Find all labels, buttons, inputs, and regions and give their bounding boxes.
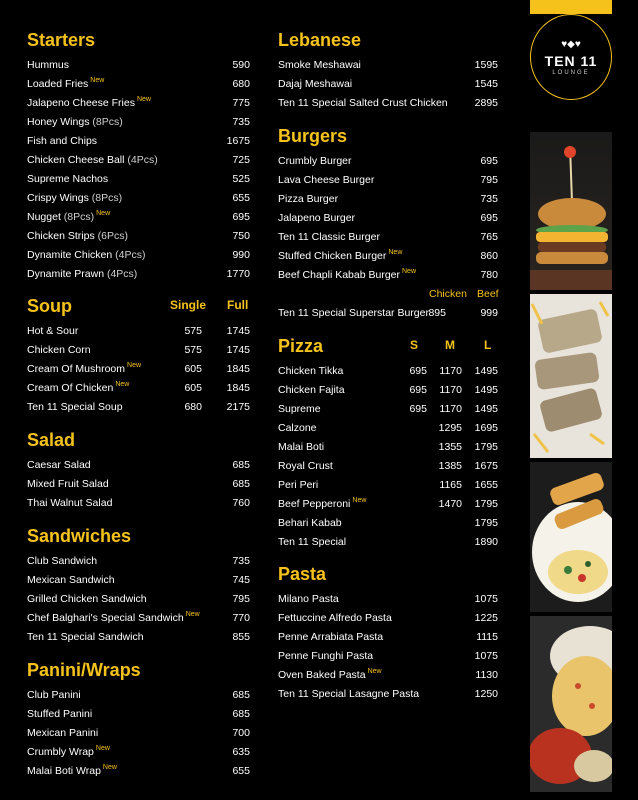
burger-col-chicken: Chicken: [429, 288, 467, 300]
menu-item: [278, 400, 498, 418]
item-name: [27, 97, 151, 109]
item-price: 1795: [474, 498, 498, 510]
menu-item: [27, 170, 250, 188]
item-name-text: Jalapeno Cheese Fries: [27, 97, 135, 109]
menu-item: [278, 476, 498, 494]
item-name-text: Mixed Fruit Salad: [27, 478, 109, 490]
menu-item: [278, 438, 498, 456]
item-name: [27, 59, 69, 71]
menu-item: [27, 151, 250, 169]
item-price: 1295: [438, 422, 462, 434]
item-price: 760: [232, 497, 250, 509]
item-name-text: Ten 11 Special Salted Crust Chicken: [278, 97, 448, 109]
menu-item: [278, 628, 498, 646]
item-price: 1075: [474, 650, 498, 662]
section-title-burgers: Burgers: [278, 126, 348, 146]
item-price: 1170: [439, 384, 462, 396]
item-name: [278, 498, 366, 510]
item-price: 575: [184, 325, 202, 337]
item-name: [278, 536, 346, 548]
item-name-text: Chicken Cheese Ball: [27, 154, 125, 166]
item-price: 1890: [474, 536, 498, 548]
item-name-text: Chicken Fajita: [278, 384, 345, 396]
item-name-text: Crumbly Burger: [278, 155, 352, 167]
item-name: [27, 173, 108, 185]
item-price-chicken: 895: [428, 307, 446, 319]
item-name-text: Honey Wings: [27, 116, 90, 128]
menu-item: [278, 171, 498, 189]
menu-item: [278, 381, 498, 399]
item-price: 745: [232, 574, 250, 586]
item-name-text: Chicken Corn: [27, 344, 91, 356]
section-title-pasta: Pasta: [278, 564, 327, 584]
item-name-text: Dynamite Prawn: [27, 268, 105, 280]
item-name: [278, 269, 416, 281]
item-name: [278, 688, 419, 700]
item-name-text: Caesar Salad: [27, 459, 91, 471]
rice-photo: [530, 616, 612, 792]
menu-item: [278, 495, 498, 513]
item-name: [278, 97, 448, 109]
item-name-text: Peri Peri: [278, 479, 319, 491]
menu-item: [27, 75, 250, 93]
item-name: [278, 631, 383, 643]
item-name-text: Mexican Sandwich: [27, 574, 115, 586]
item-name-text: Jalapeno Burger: [278, 212, 356, 224]
new-badge: New: [102, 764, 117, 771]
item-price: 1675: [226, 135, 250, 147]
item-name-text: Ten 11 Special Lasagne Pasta: [278, 688, 420, 700]
item-price: 685: [232, 459, 250, 471]
item-name: [27, 268, 137, 280]
menu-item: [278, 247, 498, 265]
soup-col-single: Single: [170, 298, 207, 312]
item-name-text: Penne Funghi Pasta: [278, 650, 374, 662]
item-name-text: Lava Cheese Burger: [278, 174, 375, 186]
item-price: 655: [232, 192, 250, 204]
item-name: [278, 59, 361, 71]
item-name-text: Dynamite Chicken: [27, 249, 113, 261]
new-badge: New: [95, 745, 110, 752]
item-portion: (8Pcs): [63, 211, 95, 223]
item-price: 1695: [474, 422, 498, 434]
item-price: 1165: [439, 479, 462, 491]
item-name: [278, 460, 333, 472]
item-price: 1545: [474, 78, 498, 90]
menu-item: [27, 94, 250, 112]
menu-item: [278, 152, 498, 170]
menu-item: [278, 190, 498, 208]
item-name-text: Ten 11 Special Sandwich: [27, 631, 144, 643]
item-name-text: Fettuccine Alfredo Pasta: [278, 612, 392, 624]
menu-item: [278, 304, 498, 322]
item-price: 1495: [474, 365, 498, 377]
item-name-text: Hummus: [27, 59, 70, 71]
item-name-text: Royal Crust: [278, 460, 333, 472]
item-name: [27, 478, 109, 490]
item-name: [27, 230, 128, 242]
section-title-lebanese: Lebanese: [278, 30, 362, 50]
item-name-text: Malai Boti Wrap: [27, 765, 101, 777]
item-name: [278, 155, 352, 167]
ten11-logo: [530, 14, 612, 100]
item-name: [27, 192, 122, 204]
item-name: [27, 363, 141, 375]
menu-item: [278, 266, 498, 284]
menu-item: [27, 341, 250, 359]
menu-item: [27, 494, 250, 512]
menu-item: [278, 609, 498, 627]
item-name: [278, 250, 402, 262]
item-price: 860: [480, 250, 498, 262]
item-name-text: Stuffed Panini: [27, 708, 93, 720]
item-price: 590: [232, 59, 250, 71]
item-name: [27, 459, 91, 471]
item-portion: (4Pcs): [127, 154, 158, 166]
item-price: 1225: [474, 612, 498, 624]
item-name-text: Fish and Chips: [27, 135, 98, 147]
item-name: [27, 689, 81, 701]
item-price: 1385: [438, 460, 462, 472]
item-name: [27, 727, 98, 739]
item-name: [27, 746, 110, 758]
menu-item: [27, 609, 250, 627]
logo-mark-icon: ♥◆♥: [561, 39, 581, 50]
burger-col-beef: Beef: [477, 288, 499, 300]
menu-item: [27, 227, 250, 245]
item-name: [278, 174, 374, 186]
item-name: [278, 384, 345, 396]
section-title-soup: Soup: [27, 296, 72, 316]
menu-item: [278, 666, 498, 684]
new-badge: New: [185, 611, 200, 618]
section-title-salad: Salad: [27, 430, 76, 450]
item-price: 1170: [439, 365, 462, 377]
item-name-text: Cream Of Mushroom: [27, 363, 126, 375]
menu-item: [27, 189, 250, 207]
menu-item: [278, 419, 498, 437]
item-name: [27, 154, 158, 166]
menu-item: [278, 533, 498, 551]
item-price: 750: [232, 230, 250, 242]
item-price: 1130: [475, 669, 498, 681]
item-price: 1745: [226, 344, 250, 356]
item-name: [27, 612, 200, 624]
item-name: [27, 765, 117, 777]
item-name-text: Thai Walnut Salad: [27, 497, 113, 509]
menu-item: [27, 628, 250, 646]
item-price: 1845: [226, 382, 250, 394]
item-price: 695: [480, 212, 498, 224]
menu-item: [27, 724, 250, 742]
item-price: 1795: [474, 517, 498, 529]
item-price: 1355: [438, 441, 462, 453]
item-name-text: Penne Arrabiata Pasta: [278, 631, 384, 643]
item-price: 1170: [439, 403, 462, 415]
menu-item: [278, 647, 498, 665]
item-price: 1595: [474, 59, 498, 71]
item-name-text: Crispy Wings: [27, 192, 89, 204]
item-name-text: Nugget: [27, 211, 61, 223]
logo-name: TEN 11: [544, 53, 598, 69]
item-price: 655: [232, 765, 250, 777]
item-price-beef: 999: [480, 307, 498, 319]
menu-item: [278, 228, 498, 246]
item-name: [278, 479, 318, 491]
item-price: 735: [480, 193, 498, 205]
item-price: 1655: [474, 479, 498, 491]
item-name: [27, 135, 97, 147]
item-name: [27, 593, 147, 605]
item-name-text: Loaded Fries: [27, 78, 89, 90]
item-price: 1470: [438, 498, 462, 510]
menu-item: [27, 246, 250, 264]
item-portion: (4Pcs): [106, 268, 138, 280]
item-name-text: Ten 11 Classic Burger: [278, 231, 380, 243]
item-name-text: Hot & Sour: [27, 325, 79, 337]
item-name-text: Ten 11 Special: [278, 536, 347, 548]
item-name: [27, 78, 104, 90]
item-name: [27, 211, 110, 223]
item-price: 1675: [474, 460, 498, 472]
item-price: 1745: [226, 325, 250, 337]
item-price: 685: [232, 708, 250, 720]
item-name-text: Malai Boti: [278, 441, 325, 453]
new-badge: New: [96, 210, 111, 217]
new-badge: New: [90, 77, 105, 84]
item-name: [278, 441, 324, 453]
item-price: 735: [232, 116, 250, 128]
wrap-photo: [530, 294, 612, 458]
item-price: 700: [232, 727, 250, 739]
item-name: [278, 403, 321, 415]
item-price: 1115: [476, 631, 498, 643]
item-price: 635: [232, 746, 250, 758]
logo-sub: LOUNGE: [552, 70, 590, 76]
item-name-text: Grilled Chicken Sandwich: [27, 593, 147, 605]
item-name: [27, 497, 112, 509]
item-name: [27, 116, 123, 128]
item-price: 695: [409, 384, 427, 396]
item-price: 735: [232, 555, 250, 567]
new-badge: New: [127, 362, 142, 369]
item-name-text: Pizza Burger: [278, 193, 339, 205]
item-price: 2175: [226, 401, 250, 413]
item-name: [27, 401, 123, 413]
item-name-text: Mexican Panini: [27, 727, 99, 739]
item-name-text: Milano Pasta: [278, 593, 339, 605]
item-price: 1250: [474, 688, 498, 700]
item-price: 685: [232, 689, 250, 701]
new-badge: New: [136, 96, 151, 103]
item-portion: (8Pcs): [92, 116, 123, 128]
item-name-text: Ten 11 Special Soup: [27, 401, 123, 413]
item-name: [278, 669, 382, 681]
item-name: [278, 517, 342, 529]
item-price: 2895: [474, 97, 498, 109]
new-badge: New: [402, 268, 417, 275]
item-name: [27, 325, 78, 337]
pasta-photo: [530, 462, 612, 612]
item-name: [278, 612, 392, 624]
item-price: 1075: [474, 593, 498, 605]
item-name-text: Supreme: [278, 403, 321, 415]
item-price: 1495: [474, 384, 498, 396]
item-name: [278, 593, 339, 605]
item-price: 780: [480, 269, 498, 281]
item-price: 695: [409, 365, 427, 377]
item-name: [27, 382, 129, 394]
item-name-text: Stuffed Chicken Burger: [278, 250, 387, 262]
item-name: [27, 249, 145, 261]
menu-item: [27, 571, 250, 589]
pizza-col-s: S: [410, 338, 419, 352]
item-name-text: Chicken Tikka: [278, 365, 344, 377]
item-price: 1495: [474, 403, 498, 415]
item-name: [278, 78, 352, 90]
top-accent-bar: [530, 0, 612, 14]
menu-item: [278, 590, 498, 608]
section-title-panini: Panini/Wraps: [27, 660, 141, 680]
menu-item: [27, 265, 250, 283]
item-name-text: Smoke Meshawai: [278, 59, 361, 71]
item-price: 765: [480, 231, 498, 243]
menu-item: [278, 56, 498, 74]
item-name: [278, 650, 373, 662]
menu-item: [27, 552, 250, 570]
menu-item: [27, 686, 250, 704]
item-portion: (6Pcs): [97, 230, 128, 242]
item-price: 695: [480, 155, 498, 167]
section-title-pizza: Pizza: [278, 336, 324, 356]
item-name-text: Chicken Strips: [27, 230, 95, 242]
burger-photo: [530, 132, 612, 290]
new-badge: New: [388, 249, 403, 256]
item-name: Ten 11 Special Superstar Burger: [278, 307, 429, 319]
item-name-text: Chef Balghari's Special Sandwich: [27, 612, 184, 624]
item-name: [27, 555, 97, 567]
item-name-text: Behari Kabab: [278, 517, 342, 529]
item-name: [278, 212, 355, 224]
menu-item: [27, 475, 250, 493]
section-title-starters: Starters: [27, 30, 96, 50]
item-name: [27, 344, 91, 356]
menu-item: [278, 209, 498, 227]
item-price: 1845: [226, 363, 250, 375]
item-price: 525: [232, 173, 250, 185]
menu-item: [278, 514, 498, 532]
pizza-col-m: M: [445, 338, 455, 352]
item-price: 990: [232, 249, 250, 261]
item-price: 795: [480, 174, 498, 186]
item-price: 795: [232, 593, 250, 605]
item-price: 695: [409, 403, 427, 415]
item-name-text: Cream Of Chicken: [27, 382, 114, 394]
item-portion: (8Pcs): [91, 192, 123, 204]
menu-item: [27, 208, 250, 226]
item-price: 605: [184, 382, 202, 394]
item-price: 695: [232, 211, 250, 223]
item-price: 1770: [226, 268, 250, 280]
menu-item: [278, 457, 498, 475]
item-name-text: Club Panini: [27, 689, 81, 701]
item-name-text: Beef Chapli Kabab Burger: [278, 269, 400, 281]
menu-item: [278, 75, 498, 93]
menu-item: [27, 360, 250, 378]
pizza-col-l: L: [484, 338, 492, 352]
menu-item: [27, 743, 250, 761]
section-title-sandwiches: Sandwiches: [27, 526, 132, 546]
menu-item: [27, 705, 250, 723]
item-price: 605: [184, 363, 202, 375]
item-name-text: Dajaj Meshawai: [278, 78, 353, 90]
item-name: [278, 365, 343, 377]
menu-item: [27, 113, 250, 131]
menu-item: [27, 379, 250, 397]
item-name-text: Beef Pepperoni: [278, 498, 351, 510]
item-name: [278, 193, 338, 205]
menu-item: [27, 762, 250, 780]
menu-item: [27, 590, 250, 608]
menu-item: [27, 56, 250, 74]
item-name: [27, 631, 144, 643]
new-badge: New: [367, 668, 382, 675]
menu-item: [27, 132, 250, 150]
menu-item: [27, 322, 250, 340]
item-name-text: Calzone: [278, 422, 317, 434]
menu-item: [27, 456, 250, 474]
menu-item: [278, 94, 498, 112]
item-price: 855: [232, 631, 250, 643]
item-price: 770: [232, 612, 250, 624]
item-price: 1795: [474, 441, 498, 453]
item-name: [27, 708, 92, 720]
menu-item: [278, 685, 498, 703]
item-price: 680: [184, 401, 202, 413]
item-price: 680: [232, 78, 250, 90]
item-name: [27, 574, 115, 586]
item-price: 575: [184, 344, 202, 356]
item-price: 685: [232, 478, 250, 490]
item-price: 725: [232, 154, 250, 166]
menu-item: [27, 398, 250, 416]
item-name-text: Crumbly Wrap: [27, 746, 94, 758]
item-price: 775: [232, 97, 250, 109]
item-name: [278, 231, 380, 243]
new-badge: New: [115, 381, 130, 388]
item-name-text: Supreme Nachos: [27, 173, 109, 185]
menu-item: [278, 362, 498, 380]
soup-col-full: Full: [227, 298, 249, 312]
item-name: [278, 422, 317, 434]
item-portion: (4Pcs): [115, 249, 146, 261]
item-name-text: Oven Baked Pasta: [278, 669, 366, 681]
new-badge: New: [352, 497, 367, 504]
item-name-text: Club Sandwich: [27, 555, 98, 567]
